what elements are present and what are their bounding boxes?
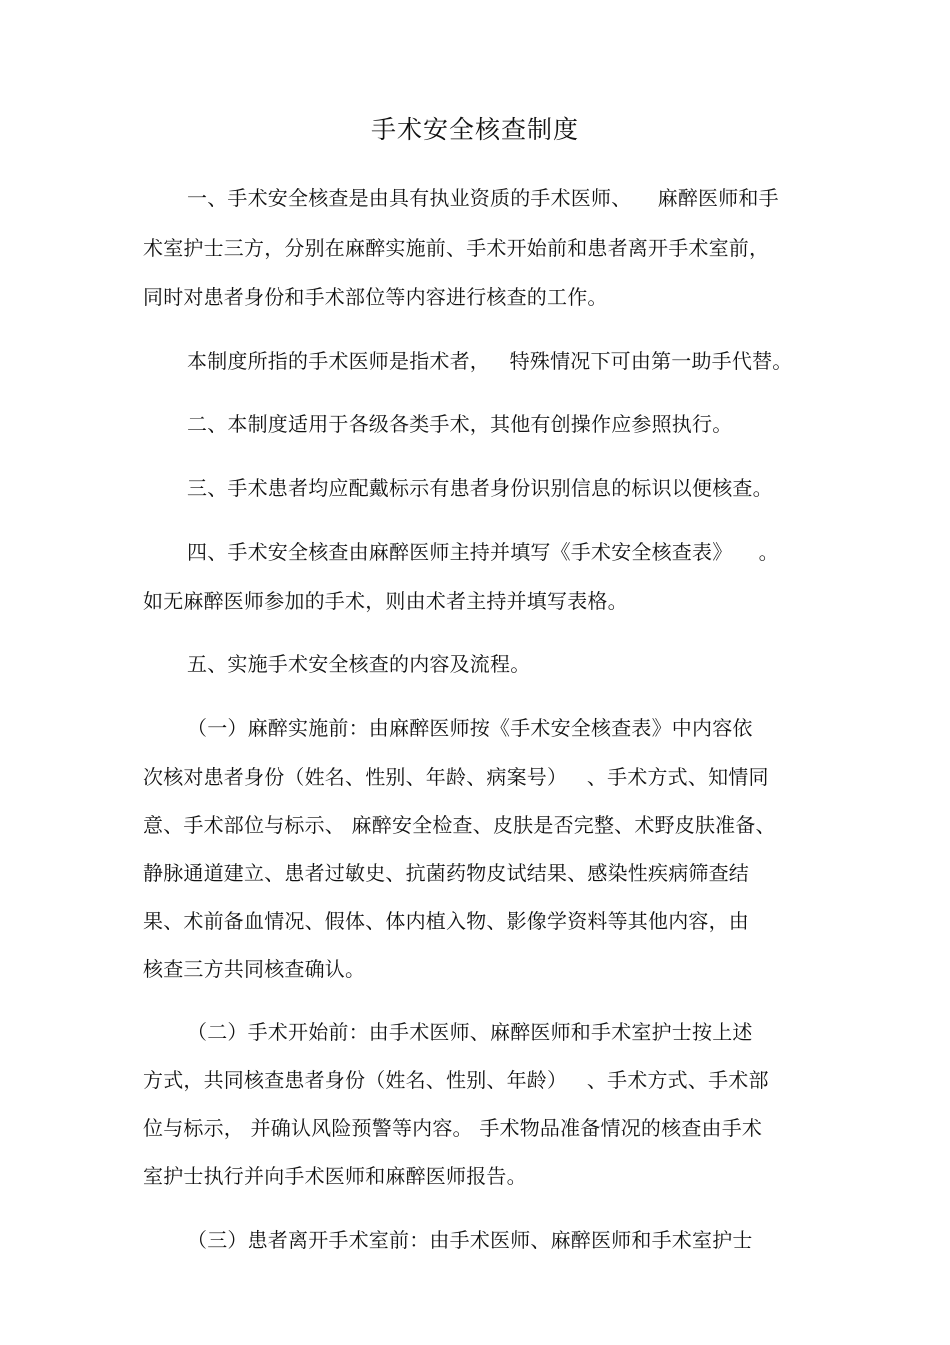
paragraph-1-line-3: 同时对患者身份和手术部位等内容进行核查的工作。 bbox=[143, 285, 608, 309]
paragraph-4-line-1: 三、手术患者均应配戴标示有患者身份识别信息的标识以便核查。 bbox=[187, 476, 773, 500]
paragraph-1-line-2: 术室护士三方，分别在麻醉实施前、手术开始前和患者离开手术室前， bbox=[143, 236, 770, 260]
paragraph-8-line-4: 室护士执行并向手术医师和麻醉医师报告。 bbox=[143, 1164, 527, 1188]
paragraph-3-line-1: 二、本制度适用于各级各类手术，其他有创操作应参照执行。 bbox=[187, 412, 733, 436]
paragraph-8-line-1: （二）手术开始前：由手术医师、麻醉医师和手术室护士按上述 bbox=[187, 1020, 753, 1044]
paragraph-5-line-1: 四、手术安全核查由麻醉医师主持并填写《手术安全核查表》 。 bbox=[187, 540, 779, 564]
paragraph-7-line-4: 静脉通道建立、患者过敏史、抗菌药物皮试结果、感染性疾病筛查结 bbox=[143, 861, 749, 885]
paragraph-6-line-1: 五、实施手术安全核查的内容及流程。 bbox=[187, 652, 531, 676]
paragraph-2-line-1: 本制度所指的手术医师是指术者， 特殊情况下可由第一助手代替。 bbox=[187, 349, 793, 373]
paragraph-1-line-1: 一、手术安全核查是由具有执业资质的手术医师、 麻醉医师和手 bbox=[187, 186, 779, 210]
paragraph-7-line-2: 次核对患者身份（姓名、性别、年龄、病案号） 、手术方式、知情同 bbox=[143, 765, 769, 789]
paragraph-8-line-2: 方式，共同核查患者身份（姓名、性别、年龄） 、手术方式、手术部 bbox=[143, 1068, 769, 1092]
paragraph-7-line-1: （一）麻醉实施前：由麻醉医师按《手术安全核查表》中内容依 bbox=[187, 716, 753, 740]
document-title: 手术安全核查制度 bbox=[370, 115, 579, 144]
paragraph-9-line-1: （三）患者离开手术室前：由手术医师、麻醉医师和手术室护士 bbox=[187, 1228, 753, 1252]
paragraph-7-line-3: 意、手术部位与标示、 麻醉安全检查、皮肤是否完整、术野皮肤准备、 bbox=[143, 813, 776, 837]
paragraph-7-line-6: 核查三方共同核查确认。 bbox=[143, 957, 366, 981]
paragraph-5-line-2: 如无麻醉医师参加的手术，则由术者主持并填写表格。 bbox=[143, 589, 628, 613]
paragraph-8-line-3: 位与标示， 并确认风险预警等内容。 手术物品准备情况的核查由手术 bbox=[143, 1116, 763, 1140]
paragraph-7-line-5: 果、术前备血情况、假体、体内植入物、影像学资料等其他内容，由 bbox=[143, 909, 749, 933]
